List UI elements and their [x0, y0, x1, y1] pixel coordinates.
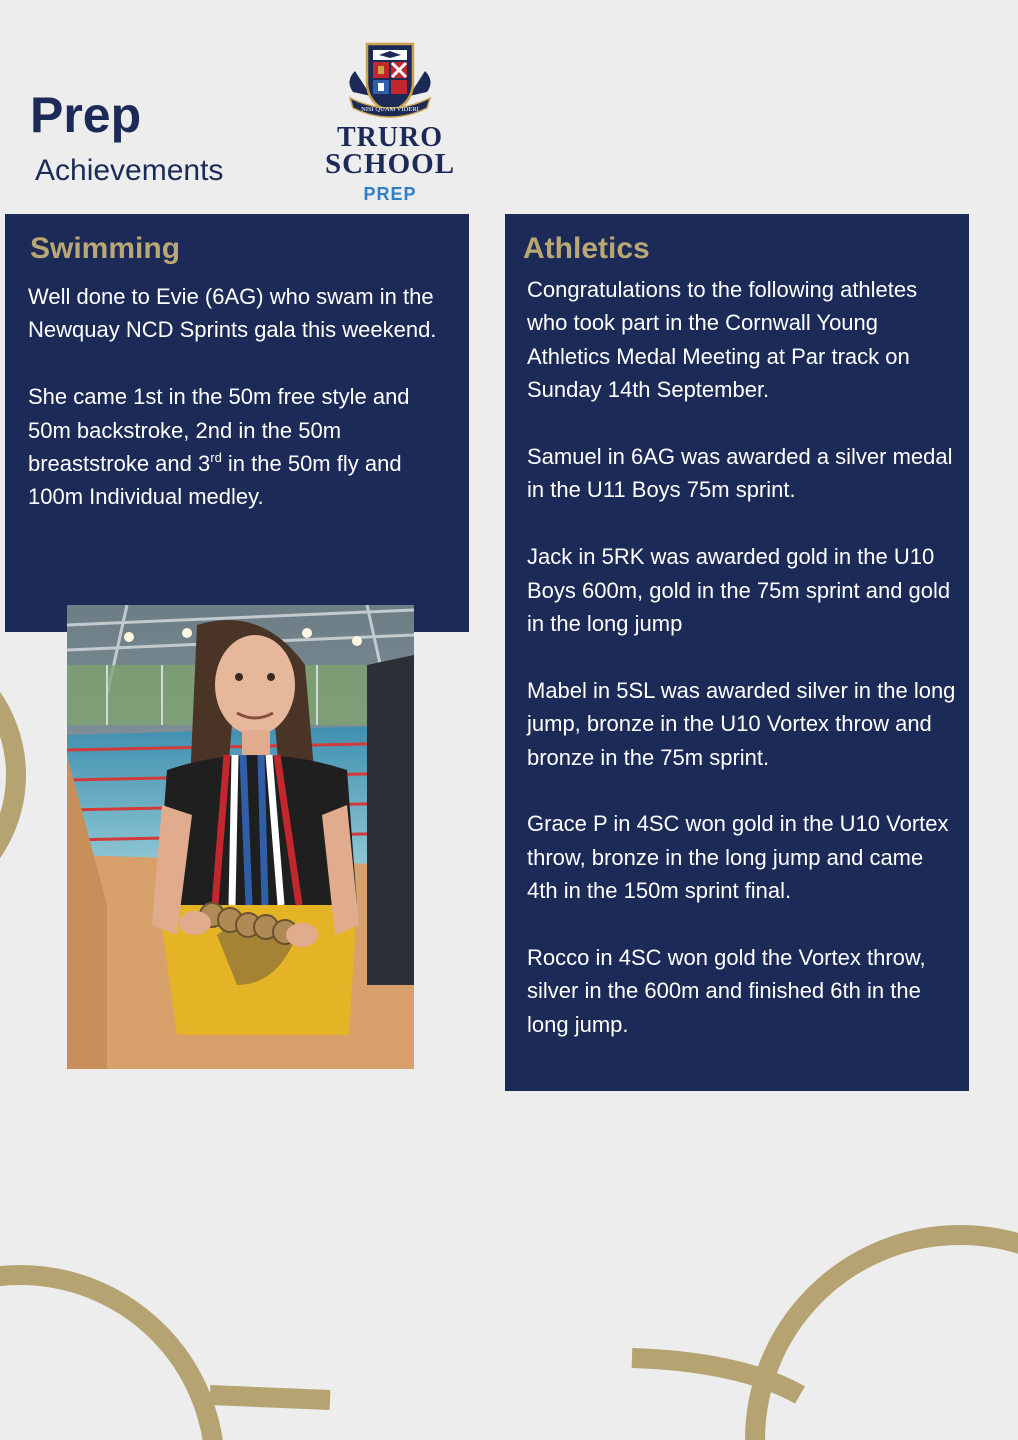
school-crest-icon	[315, 36, 465, 122]
athletics-paragraph: Samuel in 6AG was awarded a silver medal in the U11 Boys 75m sprint.	[527, 444, 953, 503]
logo-division: PREP	[363, 184, 417, 204]
swimmer-photo	[67, 605, 414, 1069]
swimmer-with-medals-photo-icon	[67, 605, 414, 1069]
athletics-paragraph: Mabel in 5SL was awarded silver in the long jump, bronze in the U10 Vortex throw and bronze in the 75m sprint.	[527, 677, 956, 770]
arc-bottom-left-tail	[210, 1395, 330, 1400]
crest-motto: NISI QUAM VIDERI	[361, 106, 419, 113]
logo-name-line2: SCHOOL	[324, 148, 456, 180]
athletics-paragraph: Jack in 5RK was awarded gold in the U10 Boys 600m, gold in the 75m sprint and gold in the long jump	[527, 544, 951, 637]
swimming-panel	[5, 214, 469, 632]
arc-bottom-right	[755, 1235, 1018, 1440]
logo-name-line1: TRURO	[336, 122, 444, 153]
swimming-paragraph-2-end: in the 50m fly and 100m Individual medley.	[28, 451, 402, 510]
arc-left-middle	[0, 639, 16, 911]
arc-bottom-left	[0, 1275, 215, 1440]
page-subtitle: Achievements	[35, 154, 224, 187]
ordinal-suffix: rd	[210, 450, 222, 466]
swimming-paragraph-1: Well done to Evie (6AG) who swam in the Newquay NCD Sprints gala this weekend.	[28, 284, 437, 343]
athletics-paragraph: Congratulations to the following athletes who took part in the Cornwall Young Athletics Medal Meeting at Par track on Sunday 14th September.	[527, 277, 918, 403]
athletics-paragraph: Rocco in 4SC won gold the Vortex throw, silver in the 600m and finished 6th in the long jump.	[527, 945, 926, 1037]
page-title: Prep	[30, 87, 142, 143]
athletics-body	[527, 273, 959, 1075]
school-logo	[315, 36, 465, 208]
athletics-panel	[505, 214, 969, 1091]
swimming-heading: Swimming	[30, 232, 181, 265]
athletics-heading: Athletics	[523, 232, 650, 265]
swimming-body	[28, 280, 453, 547]
athletics-paragraph: Grace P in 4SC won gold in the U10 Vortex throw, bronze in the long jump and came 4th in the 150m sprint final.	[527, 811, 949, 904]
swimming-paragraph-2-start: She came 1st in the 50m free style and 50m backstroke, 2nd in the 50m breaststroke and 3	[28, 384, 410, 477]
swimming-paragraph-2	[28, 380, 453, 514]
